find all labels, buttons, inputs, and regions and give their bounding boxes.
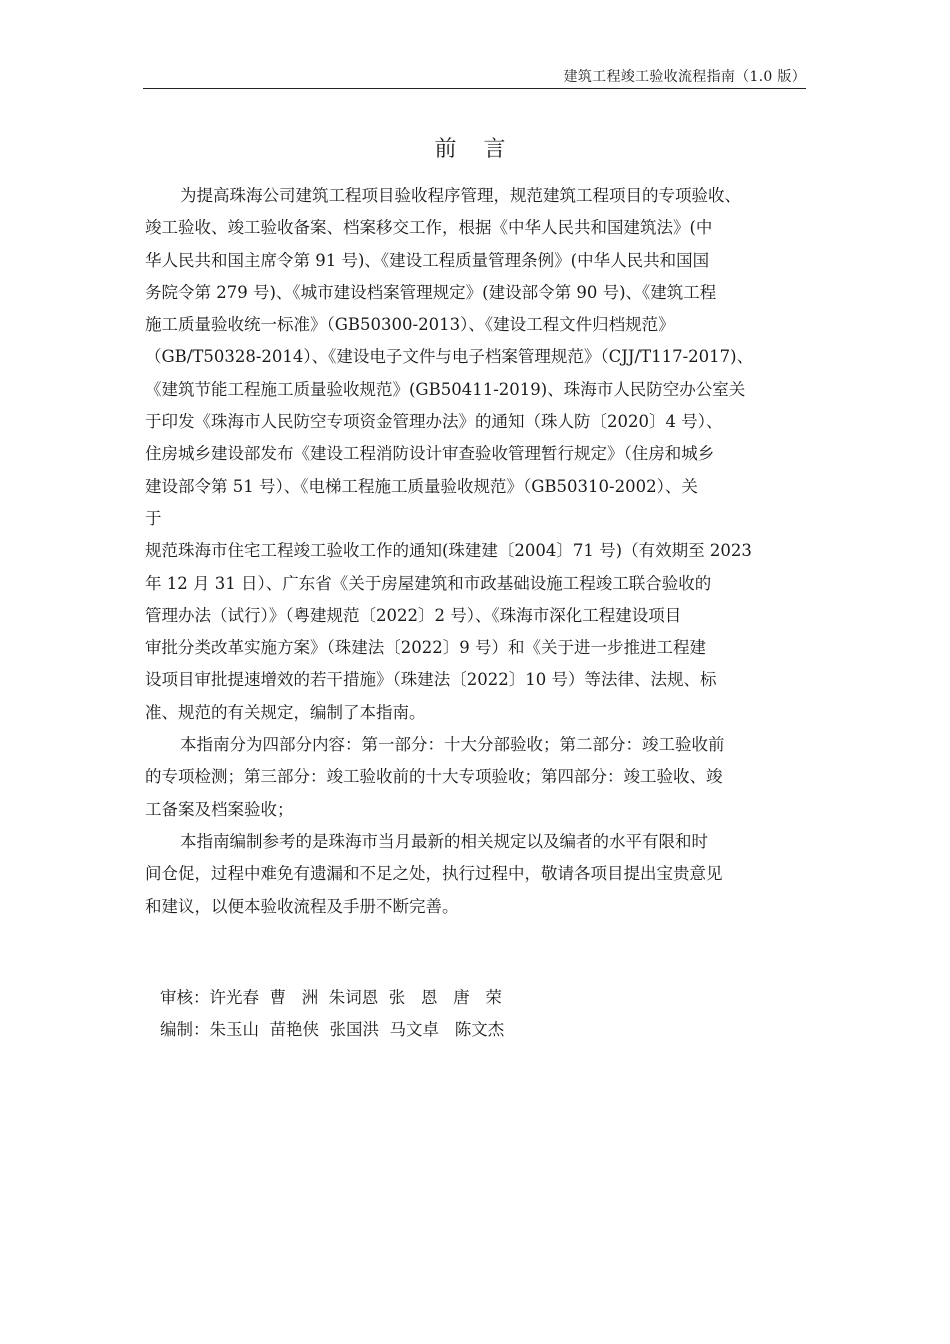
text-line: 设项目审批提速增效的若干措施》（珠建法〔2022〕10 号）等法律、法规、标 — [145, 670, 717, 690]
text-line: 竣工验收、竣工验收备案、档案移交工作，根据《中华人民共和国建筑法》(中 — [145, 218, 713, 238]
review-row — [160, 982, 504, 1014]
text-line: 管理办法（试行）》（粤建规范〔2022〕2 号）、《珠海市深化工程建设项目 — [145, 605, 682, 625]
text-line: 规范珠海市住宅工程竣工验收工作的通知(珠建建〔2004〕71 号)（有效期至 2023 — [145, 541, 752, 561]
text-line: 于印发《珠海市人民防空专项资金管理办法》的通知（珠人防〔2020〕4 号）、 — [145, 412, 723, 432]
text-line: 本指南编制参考的是珠海市当月最新的相关规定以及编者的水平有限和时 — [180, 831, 708, 851]
text-line: 年 12 月 31 日）、广东省《关于房屋建筑和市政基础设施工程竣工联合验收的 — [145, 573, 712, 593]
text-line: 和建议，以便本验收流程及手册不断完善。 — [145, 896, 459, 916]
preface-body — [145, 180, 825, 923]
text-line: （GB/T50328-2014）、《建设电子文件与电子档案管理规范》（CJJ/T117-2017)、 — [145, 347, 754, 367]
edit-label: 编制： — [160, 1020, 210, 1039]
text-line: 建设部令第 51 号）、《电梯工程施工质量验收规范》（GB50310-2002）、关 — [145, 476, 698, 496]
text-line: 务院令第 279 号)、《城市建设档案管理规定》(建设部令第 90 号)、《建筑工程 — [145, 282, 717, 302]
text-line: 为提高珠海公司建筑工程项目验收程序管理，规范建筑工程项目的专项验收、 — [180, 186, 741, 205]
text-line: 工备案及档案验收； — [145, 799, 294, 819]
text-line: 间仓促，过程中难免有遗漏和不足之处，执行过程中，敬请各项目提出宝贵意见 — [145, 864, 723, 884]
edit-names: 朱玉山 苗艳侠 张国洪 马文卓 陈文杰 — [209, 1020, 505, 1039]
edit-row — [160, 1014, 504, 1046]
text-line: 准、规范的有关规定，编制了本指南。 — [145, 702, 426, 722]
text-line: 的专项检测；第三部分：竣工验收前的十大专项验收；第四部分：竣工验收、竣 — [145, 767, 723, 787]
credits — [160, 982, 504, 1046]
page-header — [143, 64, 806, 89]
text-line: 于 — [145, 508, 162, 528]
review-label: 审核： — [160, 988, 210, 1007]
review-names: 许光春 曹 洲 朱词恩 张 恩 唐 荣 — [209, 988, 502, 1007]
text-line: 华人民共和国主席令第 91 号)、《建设工程质量管理条例》(中华人民共和国国 — [145, 250, 710, 270]
page-title: 前 言 — [434, 137, 516, 162]
text-line: 《建筑节能工程施工质量验收规范》(GB50411-2019)、珠海市人民防空办公室关 — [145, 379, 746, 399]
text-line: 住房城乡建设部发布《建设工程消防设计审查验收管理暂行规定》（住房和城乡 — [145, 444, 715, 464]
text-line: 施工质量验收统一标准》（GB50300-2013）、《建设工程文件归档规范》 — [145, 315, 675, 335]
header-title: 建筑工程竣工验收流程指南（1.0 版） — [563, 69, 806, 85]
text-line: 本指南分为四部分内容：第一部分：十大分部验收；第二部分：竣工验收前 — [180, 735, 725, 755]
text-line: 审批分类改革实施方案》（珠建法〔2022〕9 号）和《关于进一步推进工程建 — [145, 638, 706, 658]
